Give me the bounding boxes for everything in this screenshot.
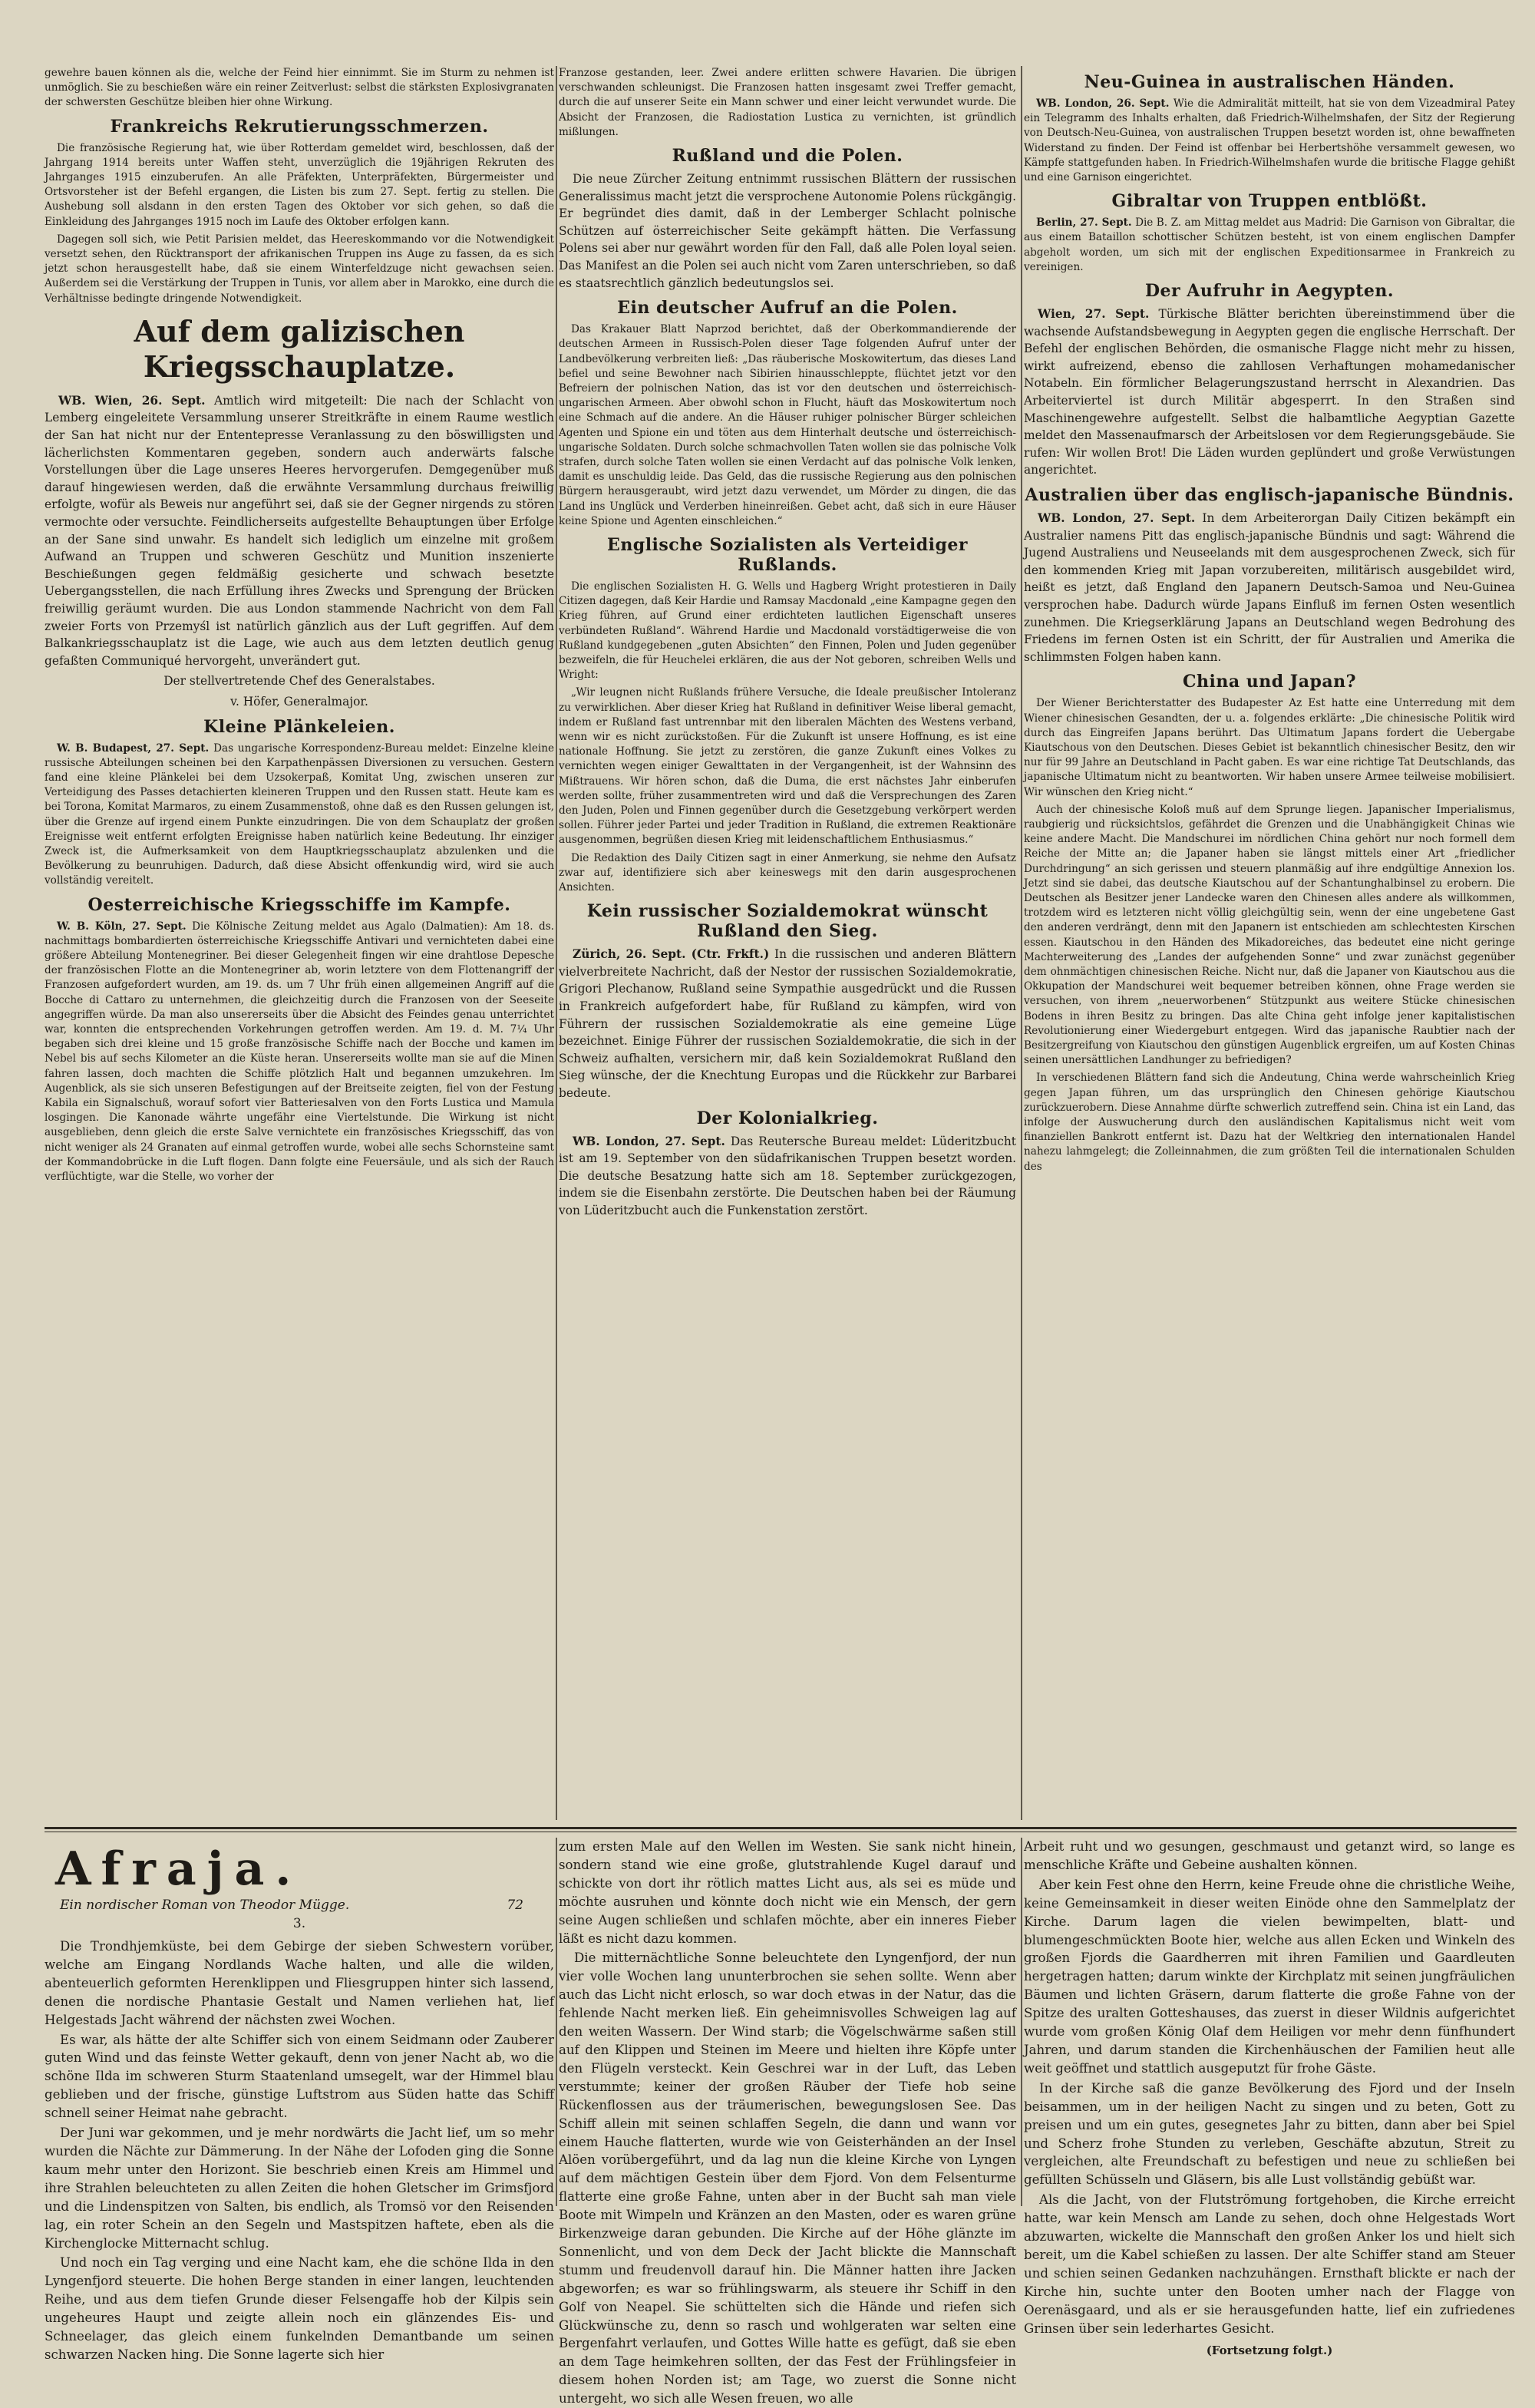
article-text: Die Kölnische Zeitung meldet aus Agalo (Dalmatien): Am 18. ds. nachmittags bombardierten österreichische Kriegsschiffe Antivari und vernichteten dabei eine größere Abteilung Montenegriner. Bei dieser Gelegenheit fingen wir eine drahtlose Depesche der französischen Flotte an die Montenegriner ab, worin letztere von dem Flottenangriff der Franzosen aufgefordert wurden, am 19. ds. um 7 Uhr früh einen allgemeinen Angriff auf die Bocche di Cattaro zu unternehmen, die gleichzeitig durch die Franzosen von der Seeseite angegriffen würde. Da man also unsererseits über die Absicht des Feindes genau unterrichtet war, konnten die entsprechenden Vorkehrungen getroffen werden. Am 19. d. M. 7¼ Uhr begaben sich drei kleine und 15 große französische Schiffe nach der Bocche und kamen im Nebel bis auf sechs Kilometer an die Küste heran. Unsererseits wollte man sie auf die Minen fahren lassen, doch machten die Schiffe plötzlich Halt und begannen umzukehren. Im Augenblick, als sie sich unseren Befestigungen auf der Breitseite zeigten, fiel von der Festung Kabila ein Signalschuß, worauf sofort vier Batteriesalven von den Forts Lustica und Mamula losgingen. Die Kanonade währte ungefähr eine Viertelstunde. Die Wirkung ist nicht ausgeblieben, denn gleich die erste Salve vernichtete ein französisches Kriegsschiff, das von nicht weniger als 24 Granaten auf einmal getroffen wurde, wobei alle sechs Schornsteine samt der Kommandobrücke in die Luft flogen. Dann folgte eine Feuersäule, und als sich der Rauch verflüchtigte, war die Stelle, wo vorher der: [45, 920, 554, 1184]
article-text: Türkische Blätter berichten übereinstimmend über die wachsende Aufstandsbewegung in Aegypten gegen die englische Herrschaft. Der Befehl der englischen Behörden, die osmanische Flagge nicht mehr zu hissen, wirkt aufreizend, ebenso die zahllosen Verhaftungen mohamedanischer Notabeln. Ein förmlicher Belagerungszustand herrscht in Alexandrien. Das Arbeiterviertel ist durch Militär abgesperrt. In den Straßen sind Maschinengewehre aufgestellt. Selbst die halbamtliche Aegyptian Gazette meldet den Massenaufmarsch der Arbeitslosen vor dem Regierungsgebäude. Sie rufen: Wir wollen Brot! Die Läden wurden geplündert und große Verwüstungen angerichtet.: [1024, 307, 1515, 477]
article-headline: Gibraltar von Truppen entblößt.: [1111, 191, 1428, 212]
dateline: WB. London, 26. Sept.: [1036, 97, 1170, 110]
novel-text: Und noch ein Tag verging und eine Nacht kam, ehe die schöne Ilda in den Lyngenfjord steuerte. Die hohen Berge standen in einer langen, leuchtenden Reihe, und aus dem tiefen Grunde dieser Felsengaffe hob der Kilpis sein ungeheures Haupt und zeigte allein noch ein glänzendes Eis- und Schneelager, das gleich einem funkelnden Demantbande um seinen schwarzen Nacken hing. Die Sonne lagerte sich hier: [45, 2255, 554, 2362]
dateline: Berlin, 27. Sept.: [1036, 216, 1132, 230]
novel-text: zum ersten Male auf den Wellen im Westen. Sie sank nicht hinein, sondern stand wie eine große, glutstrahlende Kugel darauf und schickte von dort ihr rötlich mattes Licht aus, als sei es müde und möchte ausruhen und könnte doch nicht wie ein Mensch, der gern seine Augen schließen und schlafen möchte, aber ein inneres Fieber läßt es nicht dazu kommen.: [559, 1839, 1016, 1946]
article-headline: Kleine Plänkeleien.: [203, 716, 395, 737]
column-divider: [1021, 1838, 1022, 2206]
novel-text: Es war, als hätte der alte Schiffer sich von einem Seidmann oder Zauberer guten Wind und das feinste Wetter gekauft, denn von jener Nacht ab, wo die schöne Ilda im schweren Sturm Staatenland umsegelt, war der Himmel blau geblieben und der frische, günstige Luftstrom aus Süden hatte das Schiff schnell seiner Heimat nahe gebracht.: [45, 2032, 554, 2121]
article-headline: Ein deutscher Aufruf an die Polen.: [617, 298, 958, 319]
article-headline: Frankreichs Rekrutierungsschmerzen.: [110, 116, 489, 137]
dateline: W. B. Budapest, 27. Sept.: [57, 742, 210, 755]
article-text: gewehre bauen können als die, welche der Feind hier einnimmt. Sie im Sturm zu nehmen ist unmöglich. Sie zu beschießen wäre ein reiner Zeitverlust: selbst die stärksten Explosivgranaten der schwersten Geschütze bleiben hier ohne Wirkung.: [45, 67, 554, 109]
article-text: Dagegen soll sich, wie Petit Parisien meldet, das Heereskommando vor die Notwendigkeit versetzt sehen, den Rücktransport der afrikanischen Truppen ins Auge zu fassen, da es sich jetzt schon herausgestellt habe, daß sie einem Winterfeldzuge nicht gewachsen seien. Außerdem sei die Verstärkung der Truppen in Tunis, vor allem aber in Marokko, eine durch die Verhältnisse bedingte dringende Notwendigkeit.: [45, 233, 554, 305]
article-text: Die französische Regierung hat, wie über Rotterdam gemeldet wird, beschlossen, daß der Jahrgang 1914 bereits unter Waffen steht, unverzüglich die 19jährigen Rekruten des Jahrganges 1915 einzuberufen. An alle Präfekten, Unterpräfekten, Bürgermeister und Ortsvorsteher ist der Befehl ergangen, die Listen bis zum 27. Sept. fertig zu stellen. Die Aushebung soll alsdann in den ersten Tagen des Oktober vor sich gehen, so daß die Einkleidung des Jahrganges 1915 noch im Laufe des Oktober erfolgen kann.: [45, 141, 554, 228]
article-text: In dem Arbeiterorgan Daily Citizen bekämpft ein Australier namens Pitt das englisch-japanische Bündnis und sagt: Während die Jugend Australiens und Neuseelands mit dem ausgesprochenen Zweck, sich für den kommenden Krieg mit Japan vorzubereiten, militärisch ausgebildet wird, heißt es jetzt, daß England den Japanern Deutsch-Samoa und Neu-Guinea versprochen habe. Dadurch würde Japans Einfluß im fernen Osten wesentlich zunehmen. Die Kriegserklärung Japans an Deutschland wegen Bedrohung des Friedens im fernen Osten ist ein Schritt, der für Australien und Amerika die schlimmsten Folgen haben kann.: [1024, 510, 1515, 664]
article-text: Das Krakauer Blatt Naprzod berichtet, daß der Oberkommandierende der deutschen Armeen in Russisch-Polen dieser Tage folgenden Aufruf unter der Landbevölkerung verbreiten ließ: „Das räuberische Moskowitertum, das dieses Land befiel und seine Bewohner nach Sibirien hinausschleppte, flüchtet jetzt vor den Befreiern der polnischen Nation, das ist vor den deutschen und österreichisch-ungarischen Armeen. Aber obwohl schon in Flucht, häuft das Moskowitertum noch eine Schmach auf die andere. An die Häuser ruhiger polnischer Bürger schleichen Agenten und Spione ein und töten aus dem Hinterhalt deutsche und österreichisch-ungarische Soldaten. Durch solche schmachvollen Taten wollen sie das polnische Volk strafen, durch solche Taten wollen sie einen Verdacht auf das polnische Volk lenken, damit es unschuldig leide. Das Geld, das die russische Regierung aus den polnischen Bürgern herausgeraubt, wird jetzt dazu verwendet, um Mörder zu dingen, die das Land ins Unglück und Verderben hineinreißen. Gebet acht, daß sich in eure Häuser keine Spione und Agenten einschleichen.“: [559, 323, 1016, 527]
article-text: Franzose gestanden, leer. Zwei andere erlitten schwere Havarien. Die übrigen verschwanden schleunigst. Die Franzosen hatten insgesamt zwei Treffer gemacht, durch die auf unserer Seite ein Mann schwer und einer leicht verwundet wurde. Die Absicht der Franzosen, die Radiostation Lustica zu vernichten, ist gründlich mißlungen.: [559, 67, 1016, 138]
article-headline: Auf dem galizischen Kriegsschauplatze.: [134, 313, 465, 384]
column-divider: [556, 66, 557, 1820]
article-text: Das ungarische Korrespondenz-Bureau meldet: Einzelne kleine russische Abteilungen scheinen bei den Karpathenpässen Diversionen zu versuchen. Gestern fand eine kleine Plänkelei bei dem Uzsokerpaß, Komitat Ung, zwischen unseren zur Verteidigung des Passes detachierten kleineren Truppen und den Russen statt. Heute kam es bei Torona, Komitat Marmaros, zu einem Zusammenstoß, ohne daß es den Russen gelungen ist, über die Grenze auf irgend einem Punkte einzudringen. Die von dem Schauplatz der großen Ereignisse weit entfernt erfolgten Ereignisse haben natürlich keine Bedeutung. Ihr einziger Zweck ist, die Aufmerksamkeit von dem Hauptkriegsschauplatz abzulenken und die Bevölkerung zu beunruhigen. Dadurch, daß diese Absicht offenkundig wird, wird sie auch vollständig vereitelt.: [45, 742, 555, 887]
signature: v. Höfer, Generalmajor.: [230, 694, 368, 709]
dateline: Zürich, 26. Sept. (Ctr. Frkft.): [573, 947, 770, 962]
dateline: WB. London, 27. Sept.: [1038, 510, 1196, 525]
article-text: Die neue Zürcher Zeitung entnimmt russischen Blättern der russischen Generalissimus macht jetzt die versprochene Autonomie Polens rückgängig. Er begründet dies damit, daß in der Lemberger Schlacht polnische Schützen auf österreichischer Seite gekämpft hätten. Die Verfassung Polens sei aber nur gewährt worden für den Fall, daß alle Polen loyal seien. Das Manifest an die Polen sei auch nicht vom Zaren unterschrieben, so daß es staatsrechtlich gänzlich bedeutungslos sei.: [559, 172, 1016, 290]
article-text: Der Wiener Berichterstatter des Budapester Az Est hatte eine Unterredung mit dem Wiener chinesischen Gesandten, der u. a. folgendes erklärte: „Die chinesische Politik wird durch das Eingreifen Japans berührt. Das Ultimatum Japans fordert die Uebergabe Kiautschous von den Deutschen. Dieses Gebiet ist bekanntlich chinesischer Besitz, den wir nur für 99 Jahre an Deutschland in Pacht gaben. Es war eine richtige Tat Deutschlands, das japanische Ultimatum nicht zu beantworten. Wir haben unsere Armee teilweise mobilisiert. Wir wünschen den Krieg nicht.“: [1024, 697, 1515, 798]
column-divider: [556, 1838, 557, 2206]
article-headline: China und Japan?: [1183, 672, 1356, 692]
news-column-1: [45, 66, 554, 1820]
news-column-3: [1024, 66, 1515, 1820]
novel-subtitle: Ein nordischer Roman von Theodor Mügge.: [60, 1898, 350, 1913]
installment-number: 72: [507, 1898, 523, 1913]
novel-text: Als die Jacht, von der Flutströmung fortgehoben, die Kirche erreicht hatte, war kein Mensch am Lande zu sehen, doch ohne Helgestads Wort abzuwarten, wickelte die Mannschaft den großen Anker los und hielt sich bereit, um die Kabel schießen zu lassen. Der alte Schiffer stand am Steuer und schien seinen Gedanken nachzuhängen. Ernsthaft blickte er nach der Kirche hin, suchte unter den Booten umher nach der Flagge von Oerenäsgaard, und als er sie herausgefunden hatte, lief ein zufriedenes Grinsen über sein lederhartes Gesicht.: [1024, 2192, 1515, 2336]
chapter-number: 3.: [292, 1916, 306, 1931]
dateline: W. B. Köln, 27. Sept.: [57, 920, 187, 933]
article-text: „Wir leugnen nicht Rußlands frühere Versuche, die Ideale preußischer Intoleranz zu verwirklichen. Aber dieser Krieg hat Rußland in definitiver Weise liberal gemacht, indem er Rußland fast untrennbar mit den liberalen Mächten des Westens verband, wenn wir es nicht zurückstoßen. Für die Zukunft ist unsere Hoffnung, es ist eine nationale Hoffnung. Sie jetzt zu zerstören, die ganze Zukunft eines Volkes zu vernichten wegen einiger Gewalttaten in der Vergangenheit, ist der Wahnsinn des Mißtrauens. Wir hören schon, daß die Duma, die erst nächstes Jahr einberufen werden sollte, früher zusammentreten wird und daß die Versprechungen des Zaren den Juden, Polen und Finnen gegenüber durch die Gesetzgebung verkörpert werden sollen. Führer jeder Partei und jeder Tradition in Rußland, die extremen Reaktionäre ausgenommen, begrüßen diesen Krieg mit leidenschaftlichem Enthusiasmus.“: [559, 686, 1016, 847]
section-divider: [45, 1827, 1517, 1829]
dateline: WB. Wien, 26. Sept.: [58, 393, 206, 408]
novel-column-3: [1024, 1838, 1515, 2358]
article-headline: Rußland und die Polen.: [672, 146, 903, 167]
novel-column-1: [45, 1838, 554, 2362]
article-headline: Der Kolonialkrieg.: [696, 1108, 879, 1128]
signature: Der stellvertretende Chef des Generalstabes.: [163, 674, 435, 689]
article-headline: Oesterreichische Kriegsschiffe im Kampfe.: [87, 894, 511, 915]
article-headline: Kein russischer Sozialdemokrat wünscht Rußland den Sieg.: [586, 901, 989, 942]
article-text: Die Redaktion des Daily Citizen sagt in einer Anmerkung, sie nehme den Aufsatz zwar auf, identifiziere sich aber keineswegs mit den darin ausgesprochenen Ansichten.: [559, 851, 1016, 894]
novel-title: Afraja.: [55, 1842, 302, 1896]
article-text: In verschiedenen Blättern fand sich die Andeutung, China werde wahrscheinlich Krieg gegen Japan führen, um das ursprünglich den Chinesen gehörige Kiautschou zurückzuerobern. Diese Annahme dürfte schwerlich zutreffend sein. China ist ein Land, das infolge der Auswucherung durch den ausländischen Kapitalismus nicht weit vom finanziellen Bankrott entfernt ist. Dazu hat der Weltkrieg den internationalen Handel nahezu lahmgelegt; die Zolleinnahmen, die zum größten Teil die internationalen Schulden des: [1024, 1072, 1515, 1173]
article-headline: Neu-Guinea in australischen Händen.: [1084, 72, 1455, 92]
novel-column-2: [559, 1838, 1016, 2406]
novel-text: Arbeit ruht und wo gesungen, geschmaust und getanzt wird, so lange es menschliche Kräfte und Gebeine aushalten können.: [1024, 1839, 1515, 1872]
dateline: Wien, 27. Sept.: [1038, 307, 1150, 322]
novel-text: Die mitternächtliche Sonne beleuchtete den Lyngenfjord, der nun vier volle Wochen lang ununterbrochen sie sehen sollte. Wenn aber auch das Licht nicht erlosch, so war doch etwas in der Natur, das die fehlende Nacht merken ließ. Ein geheimnisvolles Schweigen lag auf den weiten Wassern. Der Wind starb; die Vögelschwärme saßen still auf den Klippen und Steinen im Meere und hielten ihre Köpfe unter den Flügeln versteckt. Kein Geschrei war in der Luft, das Leben verstummte; keiner der großen Räuber der Tiefe hob seine Rückenflossen aus der träumerischen, bewegungslosen See. Das Schiff allein mit seinen schlaffen Segeln, die dann und wann vor einem Hauche flatterten, wurde wie von Geisterhänden an der Insel Alöen vorübergeführt, und da lag nun die kleine Kirche von Lyngen auf dem mächtigen Gestein über dem Fjord. Von dem Felsenturme flatterte eine große Fahne, unten aber in der Bucht sah man viele Boote mit Wimpeln und Kränzen an den Masten, oder es waren grüne Birkenzweige daran gebunden. Die Kirche auf der Höhe glänzte im Sonnenlicht, und von dem Deck der Jacht blickte die Mannschaft stumm und freudenvoll darauf hin. Die Männer hatten ihre Jacken abgeworfen; es war so frühlingswarm, als steuere ihr Schiff in den Golf von Neapel. Sie schüttelten sich die Hände und riefen sich Glückwünsche zu, denn so rasch und wohlgeraten war selten eine Bergenfahrt verlaufen, und Gottes Wille hatte es gefügt, daß sie eben an dem Tage heimkehren sollten, der das Fest der Frühlingsfeier in diesem hohen Norden ist; am Tage, wo zuerst die Sonne nicht untergeht, wo sich alle Wesen freuen, wo alle: [559, 1951, 1016, 2406]
article-text: Das Reutersche Bureau meldet: Lüderitzbucht ist am 19. September von den südafrikanischen Truppen besetzt worden. Die deutsche Besatzung hatte sich am 18. September zurückgezogen, indem sie die Eisenbahn zerstörte. Die Deutschen haben bei der Räumung von Lüderitzbucht auch die Funkenstation zerstört.: [559, 1134, 1016, 1217]
novel-text: Aber kein Fest ohne den Herrn, keine Freude ohne die christliche Weihe, keine Gemeinsamkeit in dieser weiten Einöde ohne den Sammelplatz der Kirche. Darum lagen die vielen bewimpelten, blatt- und blumengeschmückten Boote hier, welche aus allen Ecken und Winkeln des großen Fjords die Gaardherren mit ihren Familien und Gaardleuten hergetragen hatten; darum winkte der Kirchplatz mit seinen jungfräulichen Bäumen und lichten Gräsern, darum flatterte die große Fahne von der Spitze des uralten Gotteshauses, das zuerst in dieser Wildnis aufgerichtet wurde vom großen König Olaf dem Heiligen vor mehr denn fünfhundert Jahren, und darum standen die Kirchenhäuschen der Familien heut alle weit geöffnet und stattlich ausgeputzt für frohe Gäste.: [1024, 1877, 1515, 2076]
dateline: WB. London, 27. Sept.: [573, 1134, 725, 1148]
to-be-continued: (Fortsetzung folgt.): [1206, 2344, 1333, 2358]
article-headline: Australien über das englisch-japanische Bündnis.: [1025, 484, 1514, 505]
news-column-2: [559, 66, 1016, 1820]
article-text: Die englischen Sozialisten H. G. Wells und Hagberg Wright protestieren in Daily Citizen dagegen, daß Keir Hardie und Ramsay Macdonald „eine Kampagne gegen den Krieg führen, auf Grund einer erdichteten lautlichen Eigenschaft unseres verbündeten Rußland“. Während Hardie und Macdonald vorstädtigerweise die von Rußland kundgegebenen „guten Absichten“ den Finnen, Polen und Juden gegenüber bezweifeln, die für Heuchelei erklären, die aus der Not geboren, schreiben Wells und Wright:: [559, 580, 1016, 682]
novel-text: In der Kirche saß die ganze Bevölkerung des Fjord und der Inseln beisammen, um in der heiligen Nacht zu singen und zu beten, Gott zu preisen und um ein gutes, gesegnetes Jahr zu bitten, dann aber bei Spiel und Scherz frohe Stunden zu verleben, Geschäfte abzutun, Streit zu vergleichen, alte Freundschaft zu befestigen und neue zu schließen bei gefüllten Schüsseln und Gläsern, bis alle Lust vollständig gebüßt war.: [1024, 2080, 1515, 2188]
article-headline: Der Aufruhr in Aegypten.: [1144, 281, 1395, 302]
article-text: Die B. Z. am Mittag meldet aus Madrid: Die Garnison von Gibraltar, die aus einem Bataillon schottischer Schützen besteht, ist von einem englischen Dampfer abgeholt worden, um sich mit der englischen Expeditionsarmee in Frankreich zu vereinigen.: [1024, 216, 1516, 273]
column-divider: [1021, 66, 1022, 1820]
novel-text: Der Juni war gekommen, und je mehr nordwärts die Jacht lief, um so mehr wurden die Nächte zur Dämmerung. In der Nähe der Lofoden ging die Sonne kaum mehr unter den Horizont. Sie beschrieb einen Kreis am Himmel und ihre Strahlen beleuchteten zu allen Zeiten die hohen Gletscher im Grimsfjord und die Lindenspitzen von Salten, bis endlich, als Tromsö vor den Reisenden lag, ein roter Schein an den Segeln und Mastspitzen haftete, eben als die Kirchenglocke Mitternacht schlug.: [45, 2126, 554, 2251]
article-text: Auch der chinesische Koloß muß auf dem Sprunge liegen. Japanischer Imperialismus, raubgierig und rücksichtslos, gefährdet die Grenzen und die Unabhängigkeit Chinas wie keine andere Macht. Die Mandschurei im nördlichen China gehört nur noch formell dem Reiche der Mitte an; die Japaner haben sie längst mittels einer Art „friedlicher Durchdringung“ an sich gerissen und steuern planmäßig auf ihre endgültige Annexion los. Jetzt sind sie dabei, das deutsche Kiautschou auf der Schantunghalbinsel zu erobern. Die Deutschen als Besitzer jener Landecke waren den Chinesen alles andere als willkommen, trotzdem wird es letzteren nicht völlig gleichgültig sein, wenn der eine ungebetene Gast den anderen verdrängt, denn mit den Japanern ist entschieden am schlechtesten Kirschen essen. Kiautschou in den Händen des Mikadoreiches, das bedeutet eine nicht geringe Machterweiterung des „Landes der aufgehenden Sonne“ und zwar zunächst gegenüber dem ohnmächtigen chinesischen Reiche. Nicht nur, daß die Japaner von Kiautschou aus die Okkupation der Mandschurei weit bequemer betreiben können, ohne Frage werden sie versuchen, von ihrem „neuerworbenen“ Stützpunkt aus weitere Stücke chinesischen Bodens in ihren Besitz zu bringen. Das alte China geht infolge jener kapitalistischen Revolutionierung einer Wiedergeburt entgegen. Wird das japanische Raubtier nach der Besitzergreifung von Kiautschou den günstigen Augenblick ergreifen, um auf Kosten Chinas seinen unersättlichen Landhunger zu befriedigen?: [1024, 803, 1515, 1067]
novel-text: Die Trondhjemküste, bei dem Gebirge der sieben Schwestern vorüber, welche am Eingang Nordlands Wache halten, und alle die wilden, abenteuerlich geformten Herenklippen und Fliesgruppen hinter sich lassend, denen die nordische Phantasie Gestalt und Namen verliehen hat, lief Helgestads Jacht während der nächsten zwei Wochen.: [45, 1939, 554, 2027]
article-headline: Englische Sozialisten als Verteidiger Rußlands.: [607, 535, 968, 576]
article-text: In die russischen und anderen Blättern vielverbreitete Nachricht, daß der Nestor der russischen Sozialdemokratie, Grigori Plechanow, Rußland seine Sympathie ausgedrückt und die Russen in Frankreich aufgefordert habe, für Rußland zu kämpfen, wird von Führern der russischen Sozialdemokratie als eine gemeine Lüge bezeichnet. Einige Führer der russischen Sozialdemokratie, die sich in der Schweiz aufhalten, versichern mir, daß kein Sozialdemokrat Rußland den Sieg wünsche, der die Knechtung Europas und die Rückkehr zur Barbarei bedeute.: [559, 947, 1016, 1101]
article-text: Wie die Admiralität mitteilt, hat sie von dem Vizeadmiral Patey ein Telegramm des Inhalts erhalten, daß Friedrich-Wilhelmshafen, der Sitz der Regierung von Deutsch-Neu-Guinea, von australischen Truppen besetzt worden ist, ohne bewaffneten Widerstand zu finden. Der Feind ist offenbar bei Herbertshöhe versammelt gewesen, wo Kämpfe stattgefunden haben. In Friedrich-Wilhelmshafen wurde die britische Flagge gehißt und eine Garnison eingerichtet.: [1024, 97, 1516, 184]
article-text: Amtlich wird mitgeteilt: Die nach der Schlacht von Lemberg eingeleitete Versammlung unserer Streitkräfte in einem Raume westlich der San hat nicht nur der Ententepresse Veranlassung zu den böswilligsten und lächerlichsten Kommentaren gegeben, sondern auch anderwärts falsche Vorstellungen über die Lage unseres Heeres hervorgerufen. Demgegenüber muß darauf hingewiesen werden, daß die erwähnte Versammlung durchaus freiwillig erfolgte, wofür als Beweis nur angeführt sei, daß sie der Gegner nirgends zu stören vermochte oder versuchte. Feindlicherseits aufgestellte Behauptungen über Erfolge an der Sane sind unwahr. Es handelt sich lediglich um einzelne mit großem Aufwand an Truppen und schweren Geschütz und Munition inszenierte Beschießungen gegen feldmäßig gesicherte und schwach besetzte Uebergangsstellen, die nach Erfüllung ihres Zwecks und Sprengung der Brücken freiwillig geräumt wurden. Die aus London stammende Nachricht von dem Fall zweier Forts von Przemyśl ist natürlich gänzlich aus der Luft gegriffen. Auf dem Balkankriegsschauplatz ist die Lage, wie auch aus dem letzten deutlich genug gefaßten Communiqué hervorgeht, unverändert gut.: [45, 393, 554, 668]
